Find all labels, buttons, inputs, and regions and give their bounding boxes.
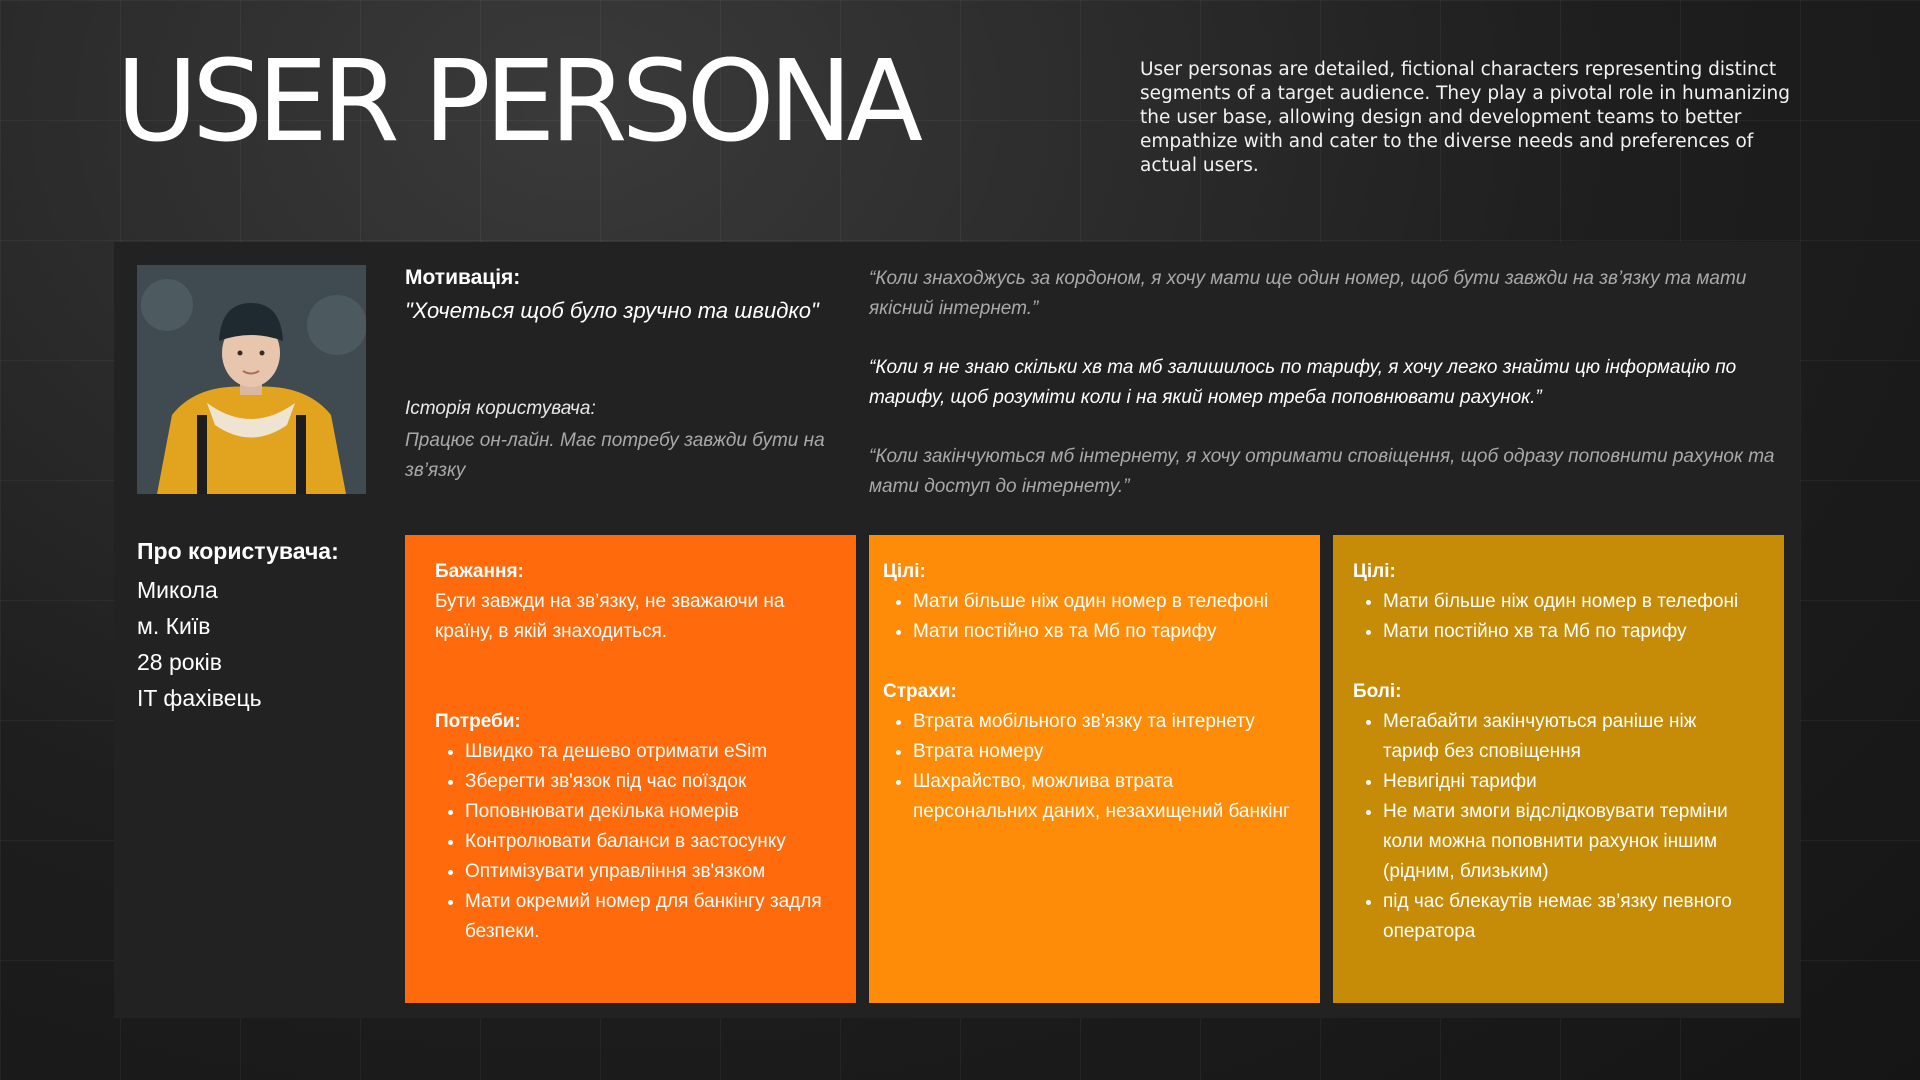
list-item: • Поповнювати декілька номерів — [465, 797, 828, 827]
about-city: м. Київ — [137, 613, 211, 639]
list-item: • Невигідні тарифи — [1383, 767, 1756, 797]
list-item: • Оптимізувати управління зв'язком — [465, 857, 828, 887]
list-item: • Мати більше ніж один номер в телефоні — [913, 587, 1292, 617]
pains-label: Болі: — [1353, 681, 1402, 702]
desires-text: Бути завжди на зв’язку, не зважаючи на країну, в якій знаходиться. — [435, 591, 785, 642]
list-item: • Швидко та дешево отримати eSim — [465, 737, 828, 767]
history-label: Історія користувача: — [405, 398, 596, 419]
desires-needs-card — [405, 535, 856, 1003]
list-item: • Мегабайти закінчуються раніше ніж тариф без сповіщення — [1383, 707, 1756, 767]
list-item: • Мати постійно хв та Мб по тарифу — [1383, 617, 1756, 647]
list-item: • Шахрайство, можлива втрата персональних даних, незахищений банкінг — [913, 767, 1292, 827]
user-quote: “Коли знаходжусь за кордоном, я хочу мати ще один номер, щоб бути завжди на зв’язку та мати якісний інтернет.” — [869, 268, 1747, 319]
fears-list — [883, 707, 1292, 827]
list-item: • Не мати змоги відслідковувати терміни коли можна поповнити рахунок іншим (рідним, близьким) — [1383, 797, 1756, 887]
list-item: • Контролювати баланси в застосунку — [465, 827, 828, 857]
persona-photo — [137, 265, 366, 494]
goals-list — [1353, 587, 1756, 647]
needs-list — [435, 737, 828, 947]
history-text: Працює он-лайн. Має потребу завжди бути на зв’язку — [405, 430, 825, 481]
fears-label: Страхи: — [883, 681, 957, 702]
motivation-quote: "Хочеться щоб було зручно та швидко" — [405, 298, 819, 323]
about-list — [137, 572, 262, 716]
about-label: Про користувача: — [137, 538, 339, 564]
desires-label: Бажання: — [435, 561, 524, 582]
page-title: USER PERSONA — [116, 37, 918, 167]
goals-fears-card — [869, 535, 1320, 1003]
goals-pains-card — [1333, 535, 1784, 1003]
list-item: • під час блекаутів немає зв’язку певного оператора — [1383, 887, 1756, 947]
list-item: • Втрата мобільного зв’язку та інтернету — [913, 707, 1292, 737]
intro-text: User personas are detailed, fictional characters representing distinct segments of a target audience. They play a pivotal role in humanizing the user base, allowing design and development teams to better empathize with and cater to the diverse needs and preferences of actual users. — [1140, 59, 1791, 176]
list-item: • Втрата номеру — [913, 737, 1292, 767]
about-name: Микола — [137, 577, 218, 603]
motivation-label: Мотивація: — [405, 266, 521, 289]
user-quote-highlight: “Коли я не знаю скільки хв та мб залишилось по тарифу, я хочу легко знайти цю інформацію по тарифу, щоб розуміти коли і на який номер треба поповнювати рахунок.” — [869, 357, 1737, 408]
needs-label: Потреби: — [435, 711, 521, 732]
user-quote: “Коли закінчуються мб інтернету, я хочу отримати сповіщення, щоб одразу поповнити рахунок та мати доступ до інтернету.” — [869, 446, 1775, 497]
goals-label: Цілі: — [883, 561, 926, 582]
goals-label: Цілі: — [1353, 561, 1396, 582]
list-item: • Зберегти зв'язок під час поїздок — [465, 767, 828, 797]
about-age: 28 років — [137, 649, 222, 675]
list-item: • Мати постійно хв та Мб по тарифу — [913, 617, 1292, 647]
pains-list — [1353, 707, 1756, 947]
list-item: • Мати більше ніж один номер в телефоні — [1383, 587, 1756, 617]
about-profession: IT фахівець — [137, 685, 262, 711]
list-item: • Мати окремий номер для банкінгу задля безпеки. — [465, 887, 828, 947]
goals-list — [883, 587, 1292, 647]
